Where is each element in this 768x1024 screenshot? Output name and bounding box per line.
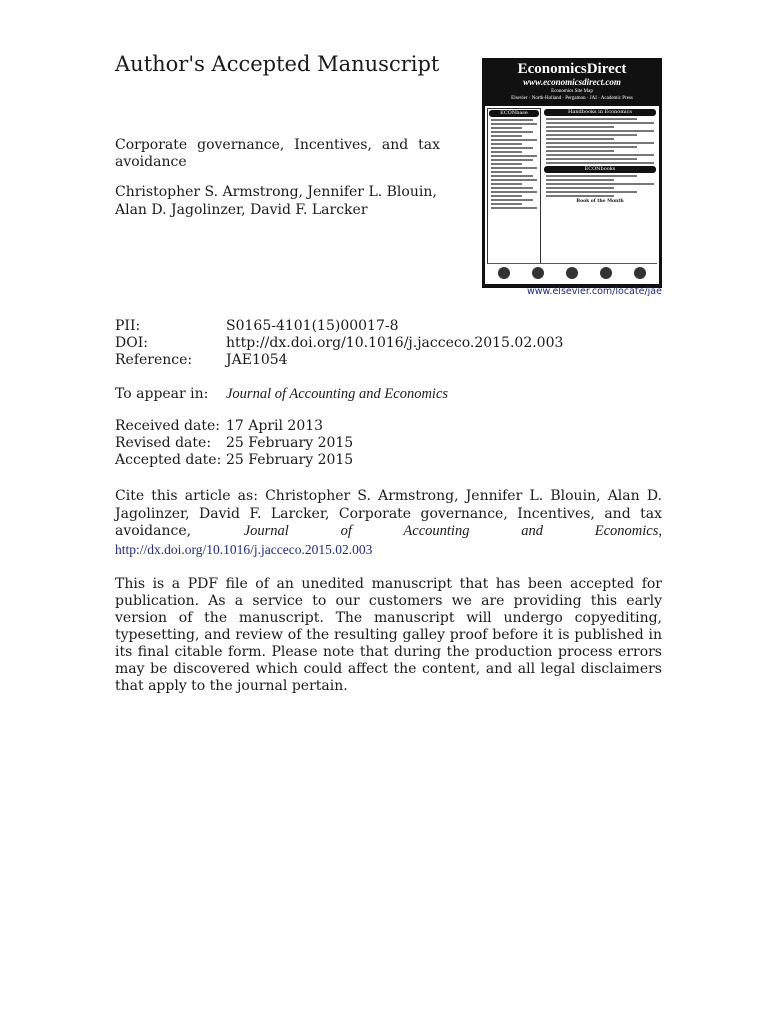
citation-text: Cite this article as: Christopher S. Armstrong, Jennifer L. Blouin, Alan D. Jagolinzer, David F. Larcker, Corporate governance, Incentives, and tax avoidance, <box>115 488 662 539</box>
reference-value: JAE1054 <box>226 352 288 368</box>
publisher-logo-icon <box>634 267 646 279</box>
cover-left-column <box>487 108 541 264</box>
pii-label: PII: <box>115 318 141 334</box>
publisher-logo-icon <box>600 267 612 279</box>
cover-brand: EconomicsDirect <box>517 61 627 77</box>
cover-footer <box>487 263 657 282</box>
cover-book-of-month: Book of the Month <box>576 199 624 204</box>
received-value: 17 April 2013 <box>226 418 324 434</box>
accepted-value: 25 February 2015 <box>226 452 354 468</box>
cover-right-column <box>543 108 657 262</box>
cover-subtitle: Economics Site Map <box>551 89 593 94</box>
cover-body <box>485 106 659 284</box>
journal-cover-image <box>482 58 662 288</box>
authors-line-2: Alan D. Jagolinzer, David F. Larcker <box>115 202 368 218</box>
manuscript-notice: This is a PDF file of an unedited manuscript that has been accepted for publication. As a service to our customers we are providing this early version of the manuscript. The manuscript will undergo copyediting, typesetting, and review of the resulting galley proof before it is published in its final citable form. Please note that during the production process errors may be discovered which could affect the content, and all legal disclaimers that apply to the journal pertain. <box>115 576 662 694</box>
cover-url: www.economicsdirect.com <box>523 77 621 87</box>
citation-doi-link[interactable]: http://dx.doi.org/10.1016/j.jacceco.2015.02.003 <box>115 541 373 557</box>
revised-label: Revised date: <box>115 435 212 451</box>
cover-bar-econbase: ECONbase <box>489 110 539 117</box>
citation-journal: Journal of Accounting and Economics, <box>243 523 663 539</box>
manuscript-heading: Author's Accepted Manuscript <box>115 52 440 76</box>
publisher-logo-icon <box>566 267 578 279</box>
journal-name: Journal of Accounting and Economics <box>226 386 449 402</box>
pii-value: S0165-4101(15)00017-8 <box>226 318 399 334</box>
appear-label: To appear in: <box>115 386 209 402</box>
journal-homepage-link[interactable]: www.elsevier.com/locate/jae <box>527 286 662 297</box>
received-label: Received date: <box>115 418 220 434</box>
cover-bar-econbooks: ECONbooks <box>544 166 656 173</box>
publisher-logo-icon <box>498 267 510 279</box>
cover-publishers: Elsevier · North-Holland · Pergamon · JAI · Academic Press <box>511 96 633 101</box>
article-authors <box>115 183 450 219</box>
doi-value[interactable]: http://dx.doi.org/10.1016/j.jacceco.2015.02.003 <box>226 335 564 351</box>
doi-label: DOI: <box>115 335 148 351</box>
cover-bar-handbooks: Handbooks in Economics <box>544 109 656 116</box>
article-title: Corporate governance, Incentives, and tax avoidance <box>115 137 440 170</box>
authors-line-1: Christopher S. Armstrong, Jennifer L. Blouin, <box>115 184 437 200</box>
accepted-label: Accepted date: <box>115 452 222 468</box>
publisher-logo-icon <box>532 267 544 279</box>
reference-label: Reference: <box>115 352 193 368</box>
citation-paragraph <box>115 488 662 559</box>
revised-value: 25 February 2015 <box>226 435 354 451</box>
